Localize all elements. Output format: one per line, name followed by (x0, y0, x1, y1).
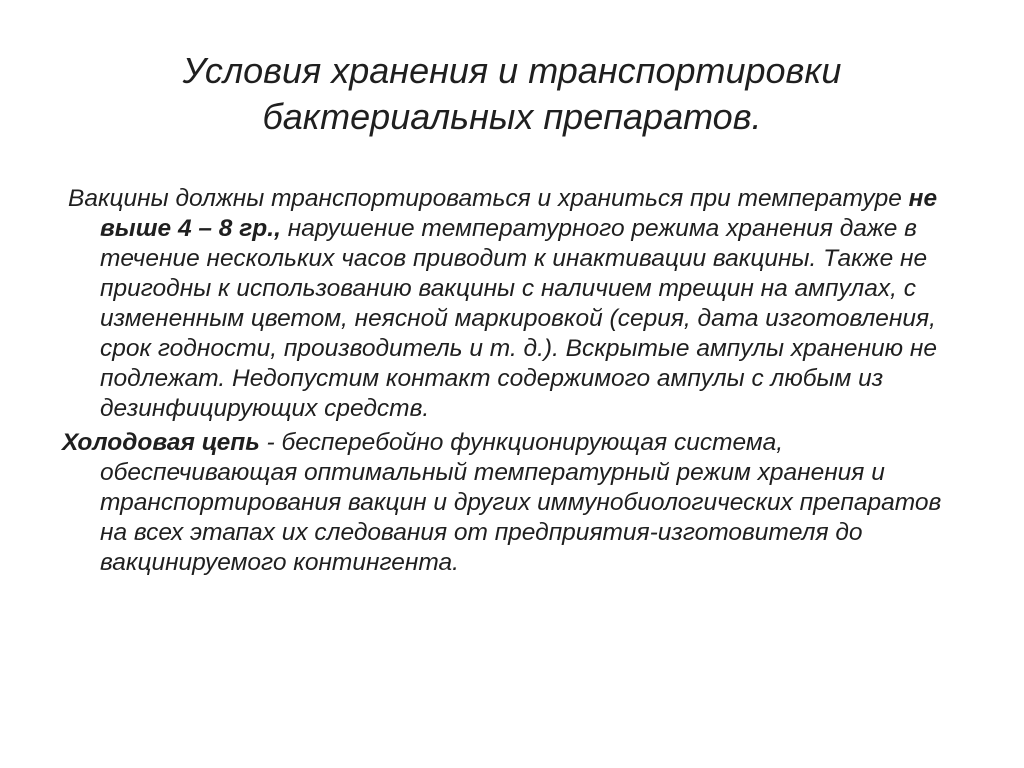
paragraph-cold-chain (62, 428, 962, 578)
title-line-2: бактериальных препаратов. (262, 96, 762, 137)
temperature-limit: не выше 4 – 8 гр., (100, 185, 938, 242)
slide-title (60, 48, 964, 140)
cold-chain-definition: - бесперебойно функционирующая система, обеспечивающая оптимальный температурный режим хранения и транспортирования вакцин и других иммунобиологических препаратов на всех этапах их следования от предприятия-изготовителя до вакцинируемого контингента. (100, 429, 942, 576)
paragraph1-text-before: Вакцины должны транспортироваться и храниться при температуре (68, 185, 909, 212)
paragraph-vaccine-storage (62, 184, 962, 424)
title-line-1: Условия хранения и транспортировки (182, 50, 842, 91)
cold-chain-term: Холодовая цепь (62, 429, 260, 456)
slide-body (62, 184, 962, 578)
paragraph1-text-after: нарушение температурного режима хранения даже в течение нескольких часов приводит к инактивации вакцины. Также не пригодны к использованию вакцины с наличием трещин на ампулах, с измененным цветом, неясной маркировкой (серия, дата изготовления, срок годности, производитель и т. д.). Вскрытые ампулы хранению не подлежат. Недопустим контакт содержимого ампулы с любым из дезинфицирующих средств. (100, 215, 937, 422)
